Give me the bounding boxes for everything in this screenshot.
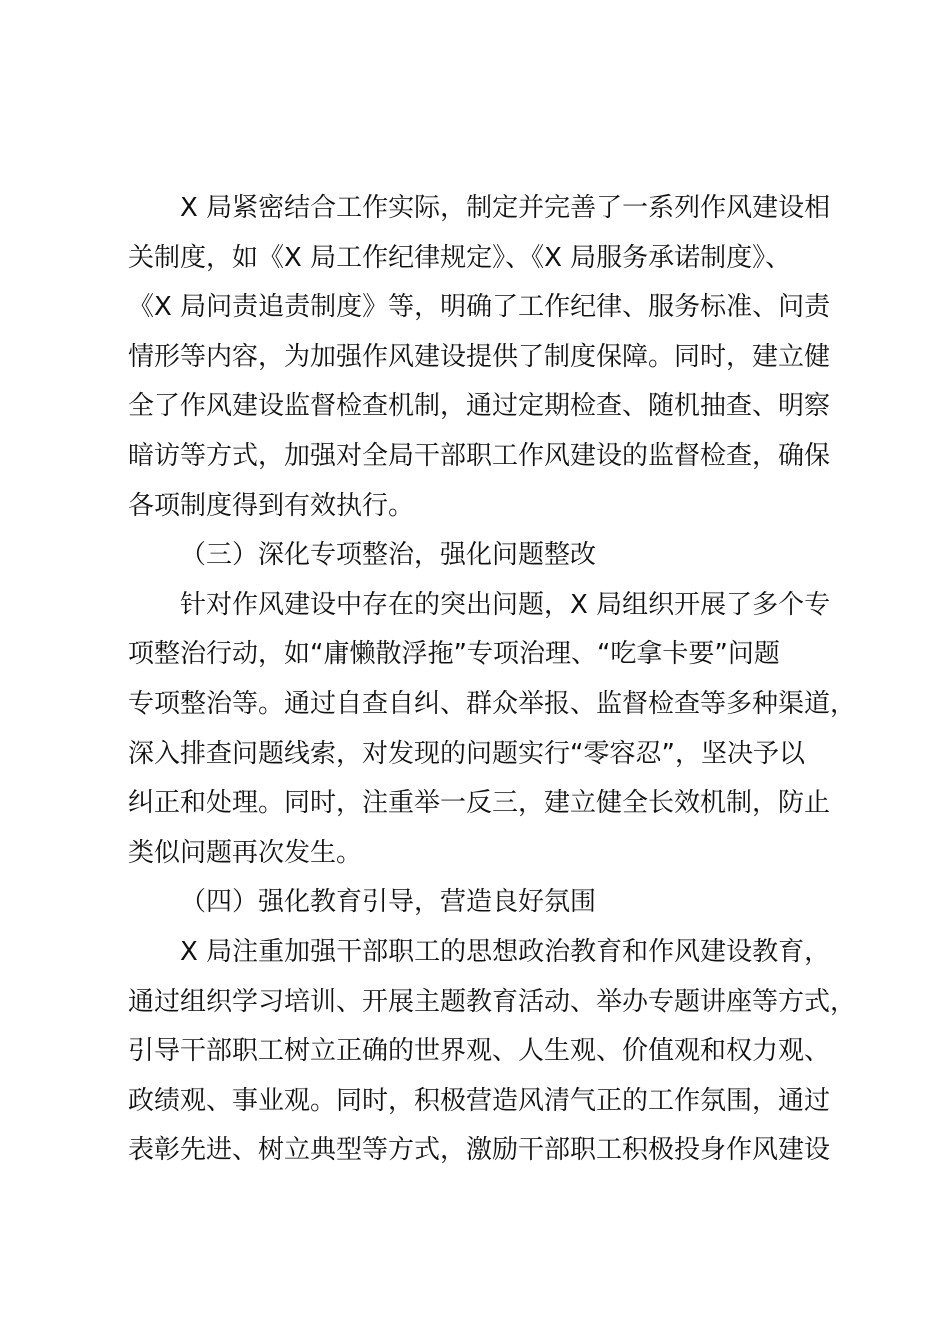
text-line: X 局注重加强干部职工的思想政治教育和作风建设教育， bbox=[180, 936, 831, 967]
text-line: 情形等内容，为加强作风建设提供了制度保障。同时，建立健 bbox=[128, 341, 831, 372]
text-line: 类似问题再次发生。 bbox=[128, 837, 363, 868]
paragraph-special-rectification bbox=[128, 581, 857, 879]
text-line: 项整治行动，如“庸懒散浮拖”专项治理、“吃拿卡要”问题 bbox=[128, 639, 780, 670]
text-line: 政绩观、事业观。同时，积极营造风清气正的工作氛围，通过 bbox=[128, 1085, 831, 1116]
text-line: 纠正和处理。同时，注重举一反三，建立健全长效机制，防止 bbox=[128, 788, 831, 819]
text-line: X 局紧密结合工作实际，制定并完善了一系列作风建设相 bbox=[180, 193, 831, 223]
section-heading-3: （三）深化专项整治，强化问题整改 bbox=[180, 540, 597, 571]
section-heading-4: （四）强化教育引导，营造良好氛围 bbox=[180, 887, 597, 918]
text-line: 通过组织学习培训、开展主题教育活动、举办专题讲座等方式， bbox=[128, 986, 857, 1017]
document-body bbox=[128, 184, 857, 1176]
text-line: 关制度，如《X 局工作纪律规定》、《X 局服务承诺制度》、 bbox=[128, 242, 792, 273]
text-line: 深入排查问题线索，对发现的问题实行“零容忍”，坚决予以 bbox=[128, 738, 805, 769]
paragraph-institution-building bbox=[128, 184, 848, 531]
paragraph-education-guidance bbox=[128, 928, 857, 1176]
text-line: 表彰先进、树立典型等方式，激励干部职工积极投身作风建设 bbox=[128, 1135, 831, 1166]
text-line: 引导干部职工树立正确的世界观、人生观、价值观和权力观、 bbox=[128, 1036, 831, 1067]
text-line: 暗访等方式，加强对全局干部职工作风建设的监督检查，确保 bbox=[128, 440, 831, 471]
text-line: 《X 局问责追责制度》等，明确了工作纪律、服务标准、问责 bbox=[128, 292, 831, 323]
text-line: 针对作风建设中存在的突出问题，X 局组织开展了多个专 bbox=[180, 589, 831, 620]
text-line: 各项制度得到有效执行。 bbox=[128, 490, 415, 521]
text-line: 全了作风建设监督检查机制，通过定期检查、随机抽查、明察 bbox=[128, 391, 831, 422]
text-line: 专项整治等。通过自查自纠、群众举报、监督检查等多种渠道， bbox=[128, 688, 857, 719]
